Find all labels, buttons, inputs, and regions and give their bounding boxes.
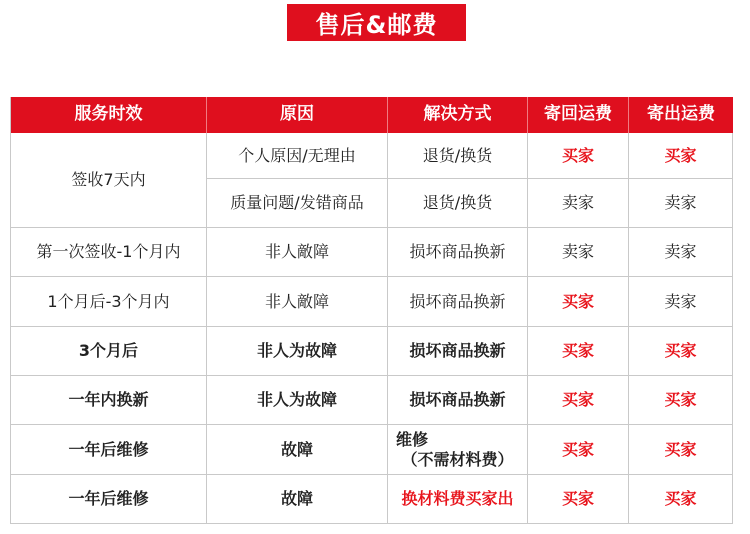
after-sales-table: [10, 97, 734, 524]
period-cell: 一年后维修: [11, 475, 207, 524]
send-fee-cell: 卖家: [629, 179, 733, 228]
return-fee-cell: 买家: [528, 327, 629, 376]
solution-cell: 退货/换货: [388, 133, 528, 179]
send-fee-cell: 买家: [629, 133, 733, 179]
send-fee-cell: 买家: [629, 425, 733, 475]
return-fee-cell: 卖家: [528, 228, 629, 277]
send-fee-cell: 卖家: [629, 277, 733, 327]
solution-cell: 换材料费买家出: [388, 475, 528, 524]
send-fee-cell: 买家: [629, 327, 733, 376]
reason-cell: 故障: [207, 475, 388, 524]
return-fee-cell: 买家: [528, 277, 629, 327]
return-fee-cell: 买家: [528, 376, 629, 425]
period-cell: 3个月后: [11, 327, 207, 376]
page-title: 售后&邮费: [287, 4, 466, 41]
period-cell: 第一次签收-1个月内: [11, 228, 207, 277]
reason-cell: 质量问题/发错商品: [207, 179, 388, 228]
return-fee-cell: 买家: [528, 133, 629, 179]
return-fee-cell: 买家: [528, 425, 629, 475]
period-cell: 一年后维修: [11, 425, 207, 475]
solution-cell: 损坏商品换新: [388, 376, 528, 425]
send-fee-cell: 卖家: [629, 228, 733, 277]
solution-cell: 损坏商品换新: [388, 228, 528, 277]
solution-cell: [388, 425, 528, 475]
reason-cell: 非人敵障: [207, 277, 388, 327]
period-cell: 一年内换新: [11, 376, 207, 425]
send-fee-cell: 买家: [629, 475, 733, 524]
header-send-fee: 寄出运费: [629, 97, 733, 133]
period-cell: 1个月后-3个月内: [11, 277, 207, 327]
reason-cell: 非人敵障: [207, 228, 388, 277]
solution-cell: 损坏商品换新: [388, 327, 528, 376]
header-period: 服务时效: [11, 97, 207, 133]
solution-line: （不需材料费）: [401, 449, 514, 469]
header-solution: 解决方式: [388, 97, 528, 133]
solution-cell: 退货/换货: [388, 179, 528, 228]
header-reason: 原因: [207, 97, 388, 133]
reason-cell: 非人为故障: [207, 376, 388, 425]
solution-cell: 损坏商品换新: [388, 277, 528, 327]
period-cell: 签收7天内: [11, 133, 207, 228]
reason-cell: 非人为故障: [207, 327, 388, 376]
reason-cell: 个人原因/无理由: [207, 133, 388, 179]
return-fee-cell: 买家: [528, 475, 629, 524]
return-fee-cell: 卖家: [528, 179, 629, 228]
solution-line: 维修: [396, 429, 429, 449]
send-fee-cell: 买家: [629, 376, 733, 425]
reason-cell: 故障: [207, 425, 388, 475]
header-return-fee: 寄回运费: [528, 97, 629, 133]
